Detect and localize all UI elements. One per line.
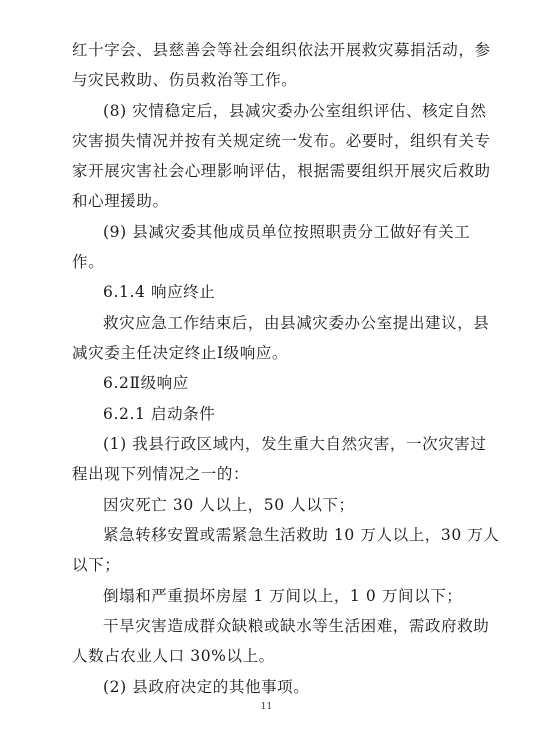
text-line: 减灾委主任决定终止Ⅰ级响应。 [72,344,289,362]
text-line: 人数占农业人口 30%以上。 [72,647,275,665]
text-line: 救灾应急工作结束后，由县减灾委办公室提出建议，县 [103,314,490,332]
page-number: 11 [260,702,273,712]
text-line: 灾害损失情况并按有关规定统一发布。必要时，组织有关专 [72,132,491,150]
text-line: 与灾民救助、伤员救治等工作。 [72,71,298,89]
text-line: (2) 县政府决定的其他事项。 [103,678,310,696]
text-line: (1) 我县行政区域内，发生重大自然灾害，一次灾害过 [103,435,487,453]
text-line: 家开展灾害社会心理影响评估，根据需要组织开展灾后救助 [72,162,491,180]
text-line: 作。 [72,253,105,271]
text-line: (8) 灾情稳定后，县减灾委办公室组织评估、核定自然 [103,102,487,120]
section-heading: 6.2.1 启动条件 [103,405,216,423]
section-heading: 6.2Ⅱ级响应 [103,374,189,392]
text-line: 干旱灾害造成群众缺粮或缺水等生活困难，需政府救助 [103,617,490,635]
text-line: 程出现下列情况之一的： [72,465,250,483]
text-line: 因灾死亡 30 人以上，50 人以下； [103,496,355,514]
text-line: 倒塌和严重损坏房屋 1 万间以上，1 0 万间以下； [103,587,463,605]
text-line: 紧急转移安置或需紧急生活救助 10 万人以上，30 万人 [103,526,500,544]
text-line: (9) 县减灾委其他成员单位按照职责分工做好有关工 [103,223,471,241]
text-line: 以下； [72,556,121,574]
text-line: 红十字会、县慈善会等社会组织依法开展救灾募捐活动，参 [72,41,491,59]
section-heading: 6.1.4 响应终止 [103,283,216,301]
text-line: 和心理援助。 [72,192,169,210]
